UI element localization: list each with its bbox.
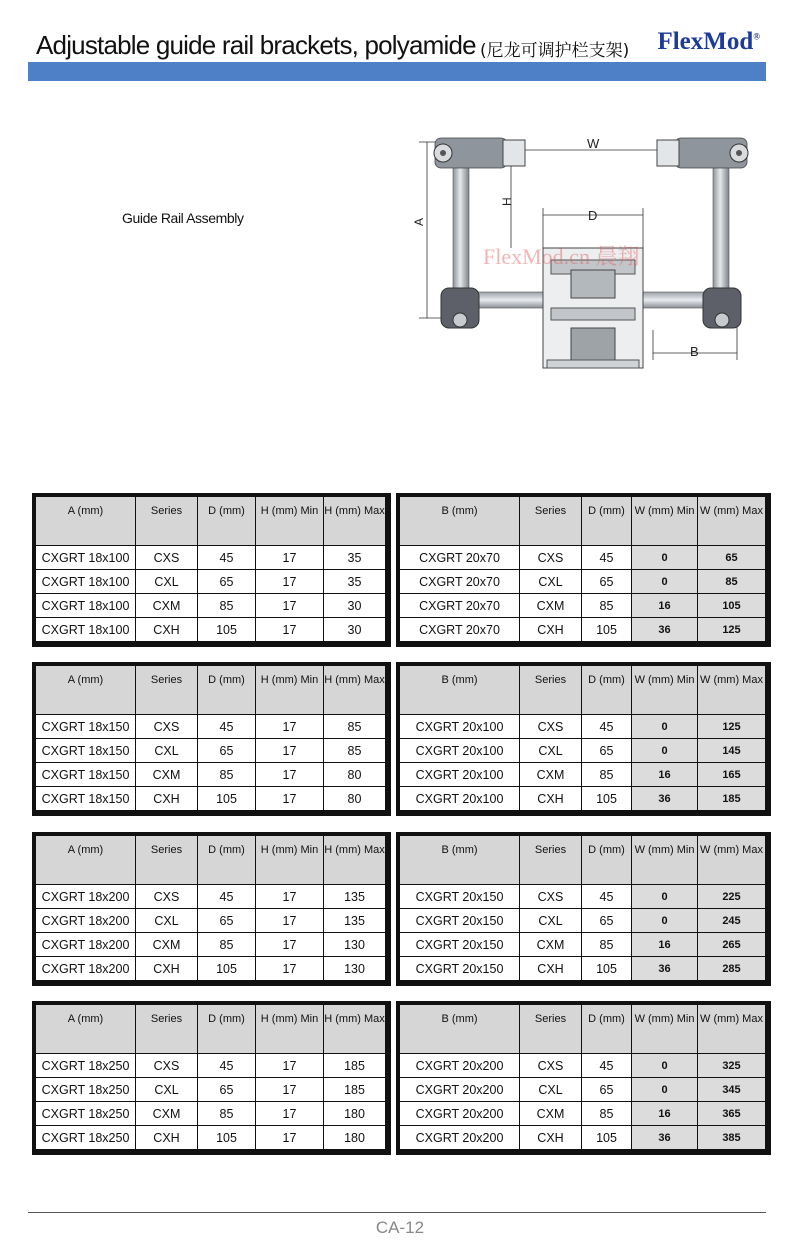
table-cell: 17 [256, 909, 324, 933]
table-cell: CXM [136, 1102, 198, 1126]
diagram-label-h: H [500, 197, 514, 206]
table-row [400, 546, 766, 570]
page-header [28, 24, 768, 62]
table-cell: 30 [324, 594, 386, 618]
table-cell: 85 [582, 1102, 632, 1126]
table-cell: 325 [698, 1054, 766, 1078]
table-cell: 36 [632, 618, 698, 642]
table-row [400, 763, 766, 787]
table-cell: 45 [198, 1054, 256, 1078]
diagram-label-a: A [412, 217, 426, 226]
left-spec-table [32, 493, 391, 647]
table-cell: 36 [632, 787, 698, 811]
right-spec-table [396, 832, 771, 986]
table-cell: 30 [324, 618, 386, 642]
table-cell: 105 [582, 957, 632, 981]
guide-rail-assembly-diagram [405, 120, 765, 380]
table-cell: CXH [520, 1126, 582, 1150]
column-header: W (mm) Min [632, 1005, 698, 1054]
table-cell: CXM [520, 594, 582, 618]
table-cell: 17 [256, 739, 324, 763]
table-cell: CXGRT 20x200 [400, 1054, 520, 1078]
column-header: H (mm) Min [256, 836, 324, 885]
column-header: W (mm) Min [632, 497, 698, 546]
table-cell: 45 [582, 715, 632, 739]
table-cell: 80 [324, 787, 386, 811]
table-cell: 345 [698, 1078, 766, 1102]
column-header: H (mm) Max [324, 497, 386, 546]
table-cell: 130 [324, 933, 386, 957]
table-cell: 125 [698, 618, 766, 642]
table-cell: 0 [632, 909, 698, 933]
column-header: D (mm) [582, 666, 632, 715]
table-row [36, 763, 386, 787]
table-cell: 17 [256, 1078, 324, 1102]
table-cell: 65 [582, 909, 632, 933]
table-cell: 0 [632, 1078, 698, 1102]
table-cell: 65 [582, 739, 632, 763]
table-row [400, 933, 766, 957]
registered-mark: ® [753, 31, 760, 42]
table-cell: CXL [520, 570, 582, 594]
right-spec-table [396, 662, 771, 816]
table-cell: 125 [698, 715, 766, 739]
table-row [400, 739, 766, 763]
column-header: A (mm) [36, 666, 136, 715]
column-header: H (mm) Min [256, 1005, 324, 1054]
table-row [36, 957, 386, 981]
table-cell: CXGRT 18x250 [36, 1078, 136, 1102]
table-cell: 135 [324, 885, 386, 909]
table-row [36, 546, 386, 570]
table-cell: CXGRT 20x70 [400, 618, 520, 642]
table-cell: 0 [632, 546, 698, 570]
column-header: Series [520, 497, 582, 546]
table-cell: CXM [520, 933, 582, 957]
table-cell: CXH [136, 787, 198, 811]
table-cell: 145 [698, 739, 766, 763]
table-row [36, 739, 386, 763]
table-cell: 0 [632, 739, 698, 763]
table-row [36, 1054, 386, 1078]
table-row [36, 1126, 386, 1150]
column-header: W (mm) Min [632, 666, 698, 715]
table-cell: CXGRT 20x100 [400, 715, 520, 739]
right-spec-table [396, 493, 771, 647]
table-cell: 45 [582, 546, 632, 570]
table-cell: CXS [520, 715, 582, 739]
table-cell: 135 [324, 909, 386, 933]
table-cell: CXS [136, 546, 198, 570]
table-row [36, 570, 386, 594]
table-cell: 365 [698, 1102, 766, 1126]
column-header: H (mm) Max [324, 666, 386, 715]
table-cell: 85 [324, 739, 386, 763]
footer-divider [28, 1212, 766, 1213]
table-cell: 16 [632, 933, 698, 957]
table-cell: CXGRT 18x200 [36, 957, 136, 981]
left-spec-table [32, 662, 391, 816]
table-cell: 17 [256, 594, 324, 618]
table-cell: 245 [698, 909, 766, 933]
table-cell: 17 [256, 618, 324, 642]
header-bar [28, 62, 766, 81]
table-cell: CXGRT 20x150 [400, 933, 520, 957]
table-cell: CXGRT 20x150 [400, 957, 520, 981]
table-row [36, 909, 386, 933]
left-spec-table [32, 832, 391, 986]
table-row [36, 885, 386, 909]
table-cell: 35 [324, 570, 386, 594]
table-cell: 65 [582, 570, 632, 594]
table-cell: CXGRT 20x70 [400, 594, 520, 618]
table-cell: 85 [198, 763, 256, 787]
table-row [400, 885, 766, 909]
table-cell: 85 [198, 1102, 256, 1126]
table-cell: 185 [698, 787, 766, 811]
column-header: D (mm) [582, 497, 632, 546]
table-cell: 0 [632, 715, 698, 739]
table-cell: CXM [136, 933, 198, 957]
table-cell: CXGRT 20x150 [400, 909, 520, 933]
table-cell: 85 [582, 594, 632, 618]
table-cell: 17 [256, 933, 324, 957]
column-header: W (mm) Max [698, 666, 766, 715]
table-row [400, 787, 766, 811]
table-cell: CXGRT 20x100 [400, 787, 520, 811]
diagram-label-b: B [690, 344, 699, 359]
table-cell: 105 [198, 957, 256, 981]
column-header: D (mm) [198, 666, 256, 715]
table-cell: CXL [520, 1078, 582, 1102]
table-cell: 105 [698, 594, 766, 618]
table-cell: CXH [136, 957, 198, 981]
table-cell: 35 [324, 546, 386, 570]
table-cell: 85 [198, 933, 256, 957]
brand-name: FlexMod [657, 28, 754, 55]
table-cell: 105 [582, 787, 632, 811]
table-cell: CXGRT 20x70 [400, 546, 520, 570]
table-cell: 0 [632, 570, 698, 594]
column-header: W (mm) Min [632, 836, 698, 885]
column-header: Series [136, 1005, 198, 1054]
table-cell: 17 [256, 1054, 324, 1078]
table-cell: 80 [324, 763, 386, 787]
table-cell: CXGRT 18x150 [36, 787, 136, 811]
column-header: A (mm) [36, 1005, 136, 1054]
table-cell: CXH [520, 618, 582, 642]
diagram-label-w: W [587, 136, 600, 151]
table-cell: CXGRT 20x200 [400, 1126, 520, 1150]
column-header: D (mm) [582, 1005, 632, 1054]
page-title-chinese: (尼龙可调护栏支架) [480, 41, 630, 61]
table-cell: 17 [256, 546, 324, 570]
table-cell: CXGRT 18x100 [36, 570, 136, 594]
table-cell: CXGRT 18x150 [36, 763, 136, 787]
column-header: W (mm) Max [698, 497, 766, 546]
table-row [400, 957, 766, 981]
column-header: A (mm) [36, 497, 136, 546]
table-cell: 85 [582, 933, 632, 957]
table-cell: CXS [520, 885, 582, 909]
table-row [36, 618, 386, 642]
table-cell: CXH [520, 957, 582, 981]
column-header: Series [520, 836, 582, 885]
table-cell: 185 [324, 1078, 386, 1102]
table-cell: 45 [582, 1054, 632, 1078]
page-title: Adjustable guide rail brackets, polyamide [36, 30, 476, 60]
table-cell: 65 [582, 1078, 632, 1102]
column-header: B (mm) [400, 666, 520, 715]
table-cell: CXGRT 18x250 [36, 1054, 136, 1078]
table-cell: CXGRT 20x100 [400, 739, 520, 763]
table-cell: CXS [136, 885, 198, 909]
table-cell: 65 [198, 739, 256, 763]
column-header: W (mm) Max [698, 1005, 766, 1054]
table-cell: 85 [698, 570, 766, 594]
table-cell: 45 [582, 885, 632, 909]
column-header: H (mm) Max [324, 1005, 386, 1054]
table-row [36, 787, 386, 811]
table-cell: CXH [520, 787, 582, 811]
table-cell: CXS [520, 546, 582, 570]
table-cell: 105 [198, 1126, 256, 1150]
table-cell: 0 [632, 1054, 698, 1078]
table-cell: CXGRT 18x100 [36, 618, 136, 642]
table-row [36, 715, 386, 739]
table-cell: 105 [582, 1126, 632, 1150]
table-row [36, 933, 386, 957]
table-row [400, 594, 766, 618]
table-row [400, 1126, 766, 1150]
table-row [400, 909, 766, 933]
table-cell: 105 [582, 618, 632, 642]
table-cell: 85 [198, 594, 256, 618]
table-cell: CXM [136, 594, 198, 618]
table-cell: 17 [256, 763, 324, 787]
table-cell: 16 [632, 1102, 698, 1126]
column-header: Series [520, 666, 582, 715]
table-cell: 180 [324, 1102, 386, 1126]
table-cell: CXGRT 18x150 [36, 739, 136, 763]
table-cell: CXGRT 18x200 [36, 933, 136, 957]
column-header: B (mm) [400, 497, 520, 546]
table-cell: CXL [136, 909, 198, 933]
table-cell: CXM [520, 763, 582, 787]
table-row [400, 1102, 766, 1126]
column-header: B (mm) [400, 1005, 520, 1054]
table-row [400, 570, 766, 594]
table-row [400, 618, 766, 642]
table-cell: 17 [256, 957, 324, 981]
table-cell: CXGRT 18x250 [36, 1126, 136, 1150]
table-cell: CXL [136, 1078, 198, 1102]
table-cell: CXS [136, 715, 198, 739]
column-header: Series [136, 836, 198, 885]
table-cell: 17 [256, 715, 324, 739]
table-cell: CXGRT 18x100 [36, 594, 136, 618]
table-cell: CXL [136, 570, 198, 594]
table-row [36, 1078, 386, 1102]
table-cell: CXL [520, 909, 582, 933]
diagram-label-d: D [588, 208, 598, 223]
table-cell: CXGRT 20x200 [400, 1078, 520, 1102]
table-cell: 17 [256, 885, 324, 909]
table-cell: 285 [698, 957, 766, 981]
table-cell: CXGRT 18x200 [36, 909, 136, 933]
column-header: Series [520, 1005, 582, 1054]
table-cell: 45 [198, 885, 256, 909]
table-cell: CXL [136, 739, 198, 763]
table-row [400, 715, 766, 739]
table-cell: 165 [698, 763, 766, 787]
table-row [36, 594, 386, 618]
table-cell: 0 [632, 885, 698, 909]
table-cell: 385 [698, 1126, 766, 1150]
table-cell: CXGRT 18x100 [36, 546, 136, 570]
table-cell: 185 [324, 1054, 386, 1078]
column-header: D (mm) [198, 836, 256, 885]
table-cell: CXS [520, 1054, 582, 1078]
table-cell: 36 [632, 957, 698, 981]
column-header: B (mm) [400, 836, 520, 885]
table-cell: CXGRT 20x150 [400, 885, 520, 909]
table-cell: CXS [136, 1054, 198, 1078]
table-cell: 16 [632, 763, 698, 787]
table-cell: 17 [256, 1126, 324, 1150]
table-cell: 16 [632, 594, 698, 618]
column-header: D (mm) [198, 1005, 256, 1054]
column-header: Series [136, 497, 198, 546]
table-row [400, 1078, 766, 1102]
table-cell: 17 [256, 787, 324, 811]
table-cell: 85 [582, 763, 632, 787]
table-cell: CXM [520, 1102, 582, 1126]
table-cell: 65 [198, 1078, 256, 1102]
table-cell: 130 [324, 957, 386, 981]
table-cell: 85 [324, 715, 386, 739]
column-header: H (mm) Max [324, 836, 386, 885]
table-cell: CXGRT 18x200 [36, 885, 136, 909]
column-header: A (mm) [36, 836, 136, 885]
column-header: W (mm) Max [698, 836, 766, 885]
table-cell: CXGRT 18x250 [36, 1102, 136, 1126]
table-cell: 225 [698, 885, 766, 909]
column-header: D (mm) [582, 836, 632, 885]
assembly-label: Guide Rail Assembly [122, 210, 244, 226]
right-spec-table [396, 1001, 771, 1155]
left-spec-table [32, 1001, 391, 1155]
table-cell: CXGRT 20x70 [400, 570, 520, 594]
table-cell: 65 [198, 909, 256, 933]
table-cell: CXGRT 18x150 [36, 715, 136, 739]
table-cell: 180 [324, 1126, 386, 1150]
table-cell: CXGRT 20x100 [400, 763, 520, 787]
table-row [36, 1102, 386, 1126]
brand-logo [657, 28, 760, 56]
column-header: Series [136, 666, 198, 715]
table-cell: 17 [256, 570, 324, 594]
table-cell: CXL [520, 739, 582, 763]
diagram-watermark: FlexMod.cn 晨翔 [483, 244, 640, 269]
table-cell: 17 [256, 1102, 324, 1126]
table-cell: 65 [198, 570, 256, 594]
column-header: D (mm) [198, 497, 256, 546]
table-cell: CXM [136, 763, 198, 787]
table-cell: CXH [136, 618, 198, 642]
table-cell: CXH [136, 1126, 198, 1150]
table-cell: 105 [198, 618, 256, 642]
table-cell: 105 [198, 787, 256, 811]
table-cell: 45 [198, 546, 256, 570]
table-cell: 265 [698, 933, 766, 957]
column-header: H (mm) Min [256, 666, 324, 715]
table-cell: 65 [698, 546, 766, 570]
column-header: H (mm) Min [256, 497, 324, 546]
table-cell: 45 [198, 715, 256, 739]
table-cell: 36 [632, 1126, 698, 1150]
page-number: CA-12 [375, 1218, 425, 1237]
table-cell: CXGRT 20x200 [400, 1102, 520, 1126]
table-row [400, 1054, 766, 1078]
